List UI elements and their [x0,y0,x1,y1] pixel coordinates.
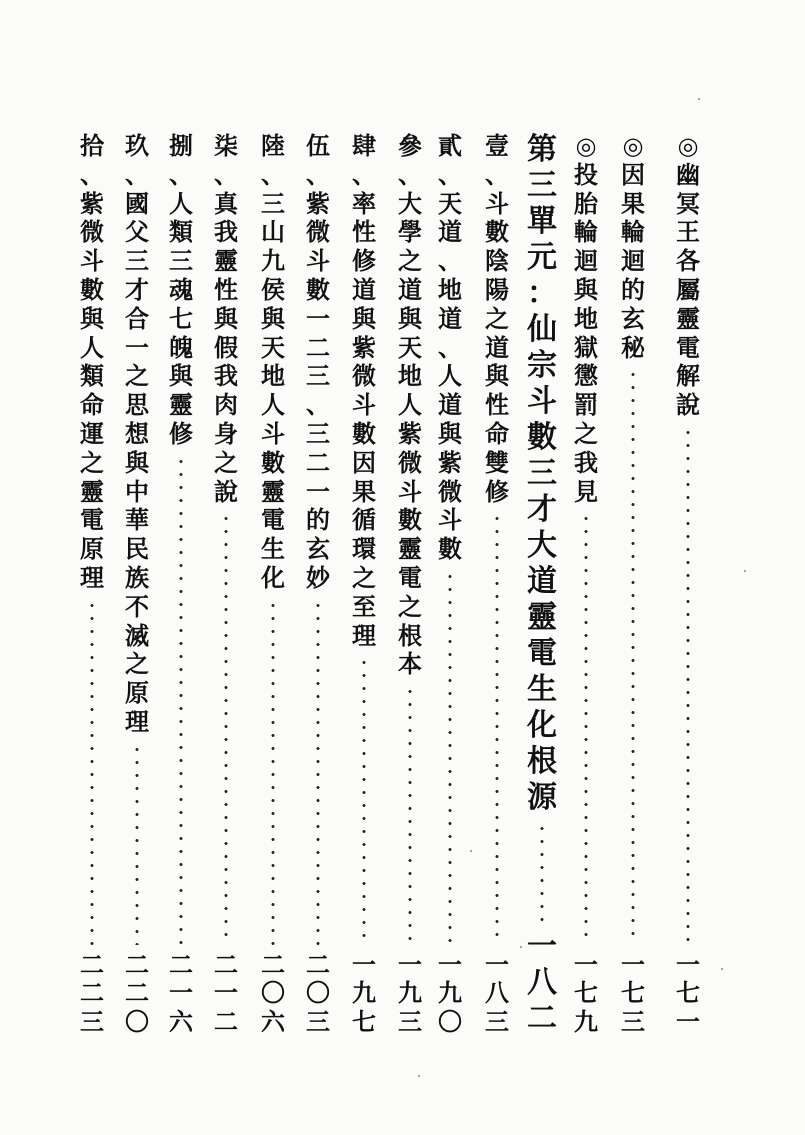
toc-entry [394,132,426,1037]
toc-page-number: 一 七 三 [621,949,645,1037]
toc-page-number: 二 〇 三 [306,949,330,1037]
toc-entry [570,132,602,1037]
toc-page-number: 二 二 〇 [125,949,149,1037]
toc-page-number: 一 九 七 [352,949,376,1037]
toc-entry [302,132,334,1037]
scan-speck [744,570,746,572]
toc-page-number: 二 二 三 [80,949,104,1037]
toc-page-number: 二 一 六 [169,949,193,1037]
dot-leader [224,512,228,944]
scan-speck [520,946,522,948]
dot-leader [584,512,588,944]
dot-leader [408,685,412,944]
toc-page-number: 一 九 〇 [438,949,462,1037]
toc-entry [165,132,197,1037]
toc-entry-title: 柒 、 真 我 靈 性 與 假 我 肉 身 之 說 [214,131,238,506]
toc-entry-title: 貳 、 天 道 、 地 道 、 人 道 與 紫 微 斗 數 [438,131,462,564]
toc-entry-title: ◎ 幽 冥 王 各 屬 靈 電 解 說 [676,131,700,420]
toc-page-number: 一 八 二 [527,929,557,1036]
toc-page-number: 二 一 二 [214,949,238,1037]
dot-leader [631,368,635,944]
scan-speck [698,98,700,100]
dot-leader [686,426,690,945]
toc-entry-title: 參 、 大 學 之 道 與 天 地 人 紫 微 斗 數 靈 電 之 根 本 [398,131,422,679]
toc-page-number: 一 八 三 [485,949,509,1037]
toc-entry-title: ◎ 因 果 輪 迴 的 玄 秘 [621,131,645,362]
toc-page-number: 一 七 九 [574,949,598,1037]
toc-entry-title: 拾 、 紫 微 斗 數 與 人 類 命 運 之 靈 電 原 理 [80,131,104,592]
toc-entry [481,132,513,1037]
toc-entry-title: ◎ 投 胎 輪 迴 與 地 獄 懲 罰 之 我 見 [574,131,598,506]
dot-leader [179,455,183,945]
scan-speck [470,850,472,852]
toc-entry [76,132,108,1037]
toc-entry-title: 捌 、 人 類 三 魂 七 魄 與 靈 修 [169,131,193,448]
toc-page-number: 一 七 一 [676,949,700,1037]
toc-page-number: 二 〇 六 [261,949,285,1037]
dot-leader [448,570,452,945]
dot-leader [90,599,94,945]
toc-entry [121,132,153,1037]
toc-entry [434,132,466,1037]
toc-entry-title: 第 三 單 元 ： 仙 宗 斗 數 三 才 大 道 靈 電 生 化 根 源 [527,132,557,815]
toc-entry [210,132,242,1037]
scan-speck [721,968,723,970]
toc-entry-title: 壹 、 斗 數 陰 陽 之 道 與 性 命 雙 修 [485,131,509,506]
dot-leader [495,512,499,944]
toc-entry-title: 玖 、 國 父 三 才 合 一 之 思 想 與 中 華 民 族 不 滅 之 原 理 [125,131,149,736]
toc-entry-title: 陸 、 三 山 九 侯 與 天 地 人 斗 數 靈 電 生 化 [261,131,285,592]
toc-entry [348,132,380,1037]
toc-entry-title: 肆 、 率 性 修 道 與 紫 微 斗 數 因 果 循 環 之 至 理 [352,131,376,650]
dot-leader [316,599,320,945]
dot-leader [362,656,366,944]
toc-entry [617,132,649,1037]
scan-speck [418,1075,420,1077]
dot-leader [135,743,139,945]
dot-leader [540,822,544,923]
toc-page-number: 一 九 三 [398,949,422,1037]
dot-leader [271,599,275,945]
toc-entry [672,132,704,1037]
toc-entry-title: 伍 、 紫 微 斗 數 一 二 三 、 三 二 一 的 玄 妙 [306,131,330,592]
toc-entry [257,132,289,1037]
toc-unit-heading [526,132,558,1037]
